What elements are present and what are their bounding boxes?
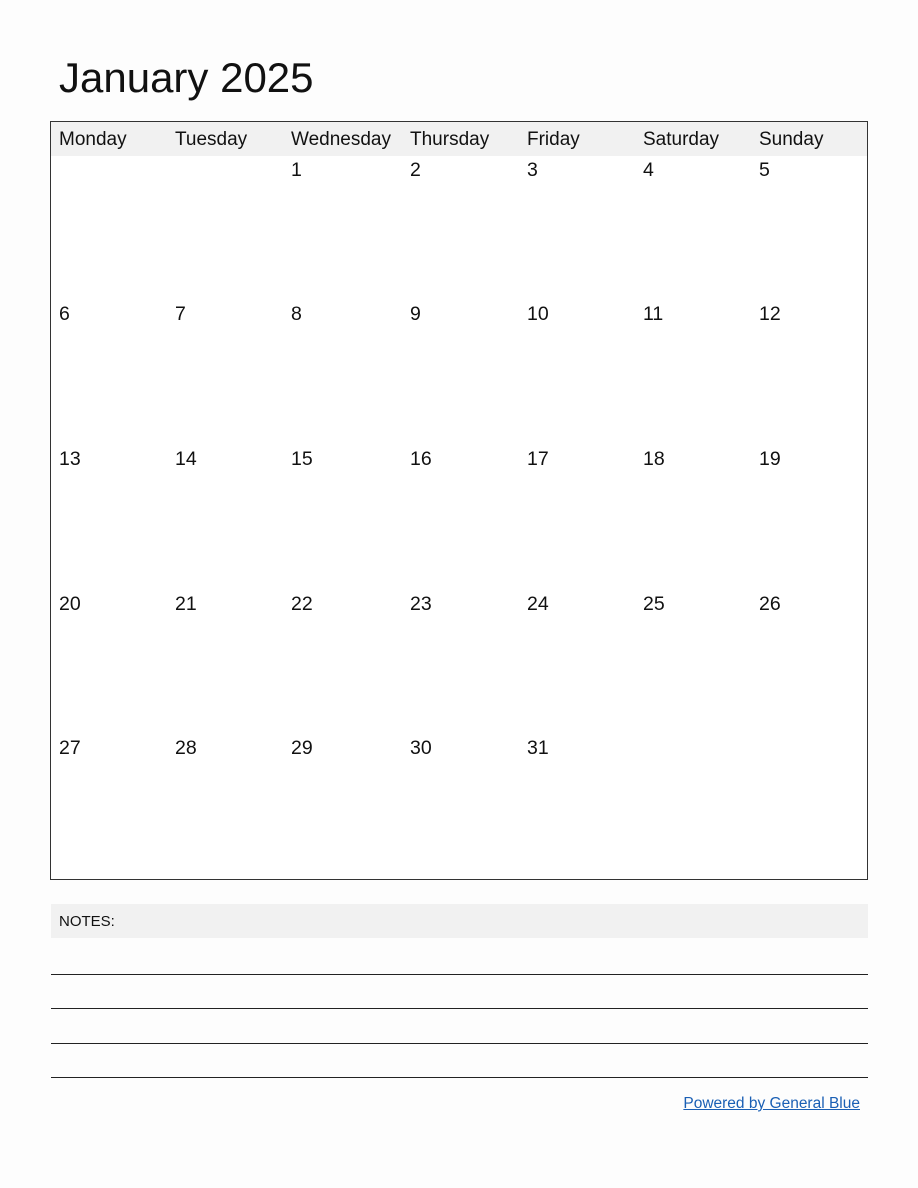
- date-cell[interactable]: 11: [643, 303, 664, 325]
- weekday-sunday: Sunday: [759, 129, 824, 150]
- date-cell[interactable]: 2: [410, 159, 421, 181]
- date-cell[interactable]: 10: [527, 303, 549, 325]
- notes-label: NOTES:: [59, 913, 115, 930]
- date-cell[interactable]: 28: [175, 737, 197, 759]
- page-title: January 2025: [59, 54, 314, 101]
- date-cell[interactable]: 16: [410, 448, 432, 470]
- notes-line[interactable]: [51, 974, 868, 975]
- date-cell[interactable]: 12: [759, 303, 781, 325]
- weekday-saturday: Saturday: [643, 129, 720, 150]
- date-cell[interactable]: 3: [527, 159, 538, 181]
- date-cell[interactable]: 8: [291, 303, 302, 325]
- date-cell[interactable]: 29: [291, 737, 313, 759]
- date-cell[interactable]: 23: [410, 593, 432, 615]
- weekday-monday: Monday: [59, 129, 127, 150]
- weekday-wednesday: Wednesday: [291, 129, 391, 150]
- notes-line[interactable]: [51, 1077, 868, 1078]
- week-row-3: [51, 445, 867, 589]
- date-cell[interactable]: 6: [59, 303, 70, 325]
- date-cell[interactable]: 31: [527, 737, 549, 759]
- date-cell[interactable]: 22: [291, 593, 313, 615]
- date-cell[interactable]: 21: [175, 593, 197, 615]
- notes-line[interactable]: [51, 1008, 868, 1009]
- date-cell[interactable]: 15: [291, 448, 313, 470]
- date-cell[interactable]: 25: [643, 593, 665, 615]
- date-cell[interactable]: 14: [175, 448, 197, 470]
- week-row-2: [51, 300, 867, 444]
- week-row-1: [51, 156, 867, 300]
- notes-line[interactable]: [51, 1043, 868, 1044]
- date-cell[interactable]: 17: [527, 448, 549, 470]
- weekday-header-row: [51, 122, 867, 156]
- date-cell[interactable]: 13: [59, 448, 81, 470]
- date-cell[interactable]: 1: [291, 159, 302, 181]
- date-cell[interactable]: 26: [759, 593, 781, 615]
- date-cell[interactable]: 18: [643, 448, 665, 470]
- date-cell[interactable]: 7: [175, 303, 186, 325]
- week-row-4: [51, 590, 867, 734]
- notes-header: [51, 904, 868, 938]
- date-cell[interactable]: 4: [643, 159, 654, 181]
- date-cell[interactable]: 24: [527, 593, 549, 615]
- weekday-thursday: Thursday: [410, 129, 490, 150]
- date-cell[interactable]: 19: [759, 448, 781, 470]
- date-cell[interactable]: 30: [410, 737, 432, 759]
- date-cell[interactable]: 9: [410, 303, 421, 325]
- date-cell[interactable]: 5: [759, 159, 770, 181]
- date-cell[interactable]: 27: [59, 737, 81, 759]
- weekday-tuesday: Tuesday: [175, 129, 248, 150]
- date-cell[interactable]: 20: [59, 593, 81, 615]
- powered-by-link[interactable]: Powered by General Blue: [683, 1095, 860, 1112]
- weekday-friday: Friday: [527, 129, 580, 150]
- calendar-grid: [50, 121, 868, 880]
- week-row-5: [51, 734, 867, 878]
